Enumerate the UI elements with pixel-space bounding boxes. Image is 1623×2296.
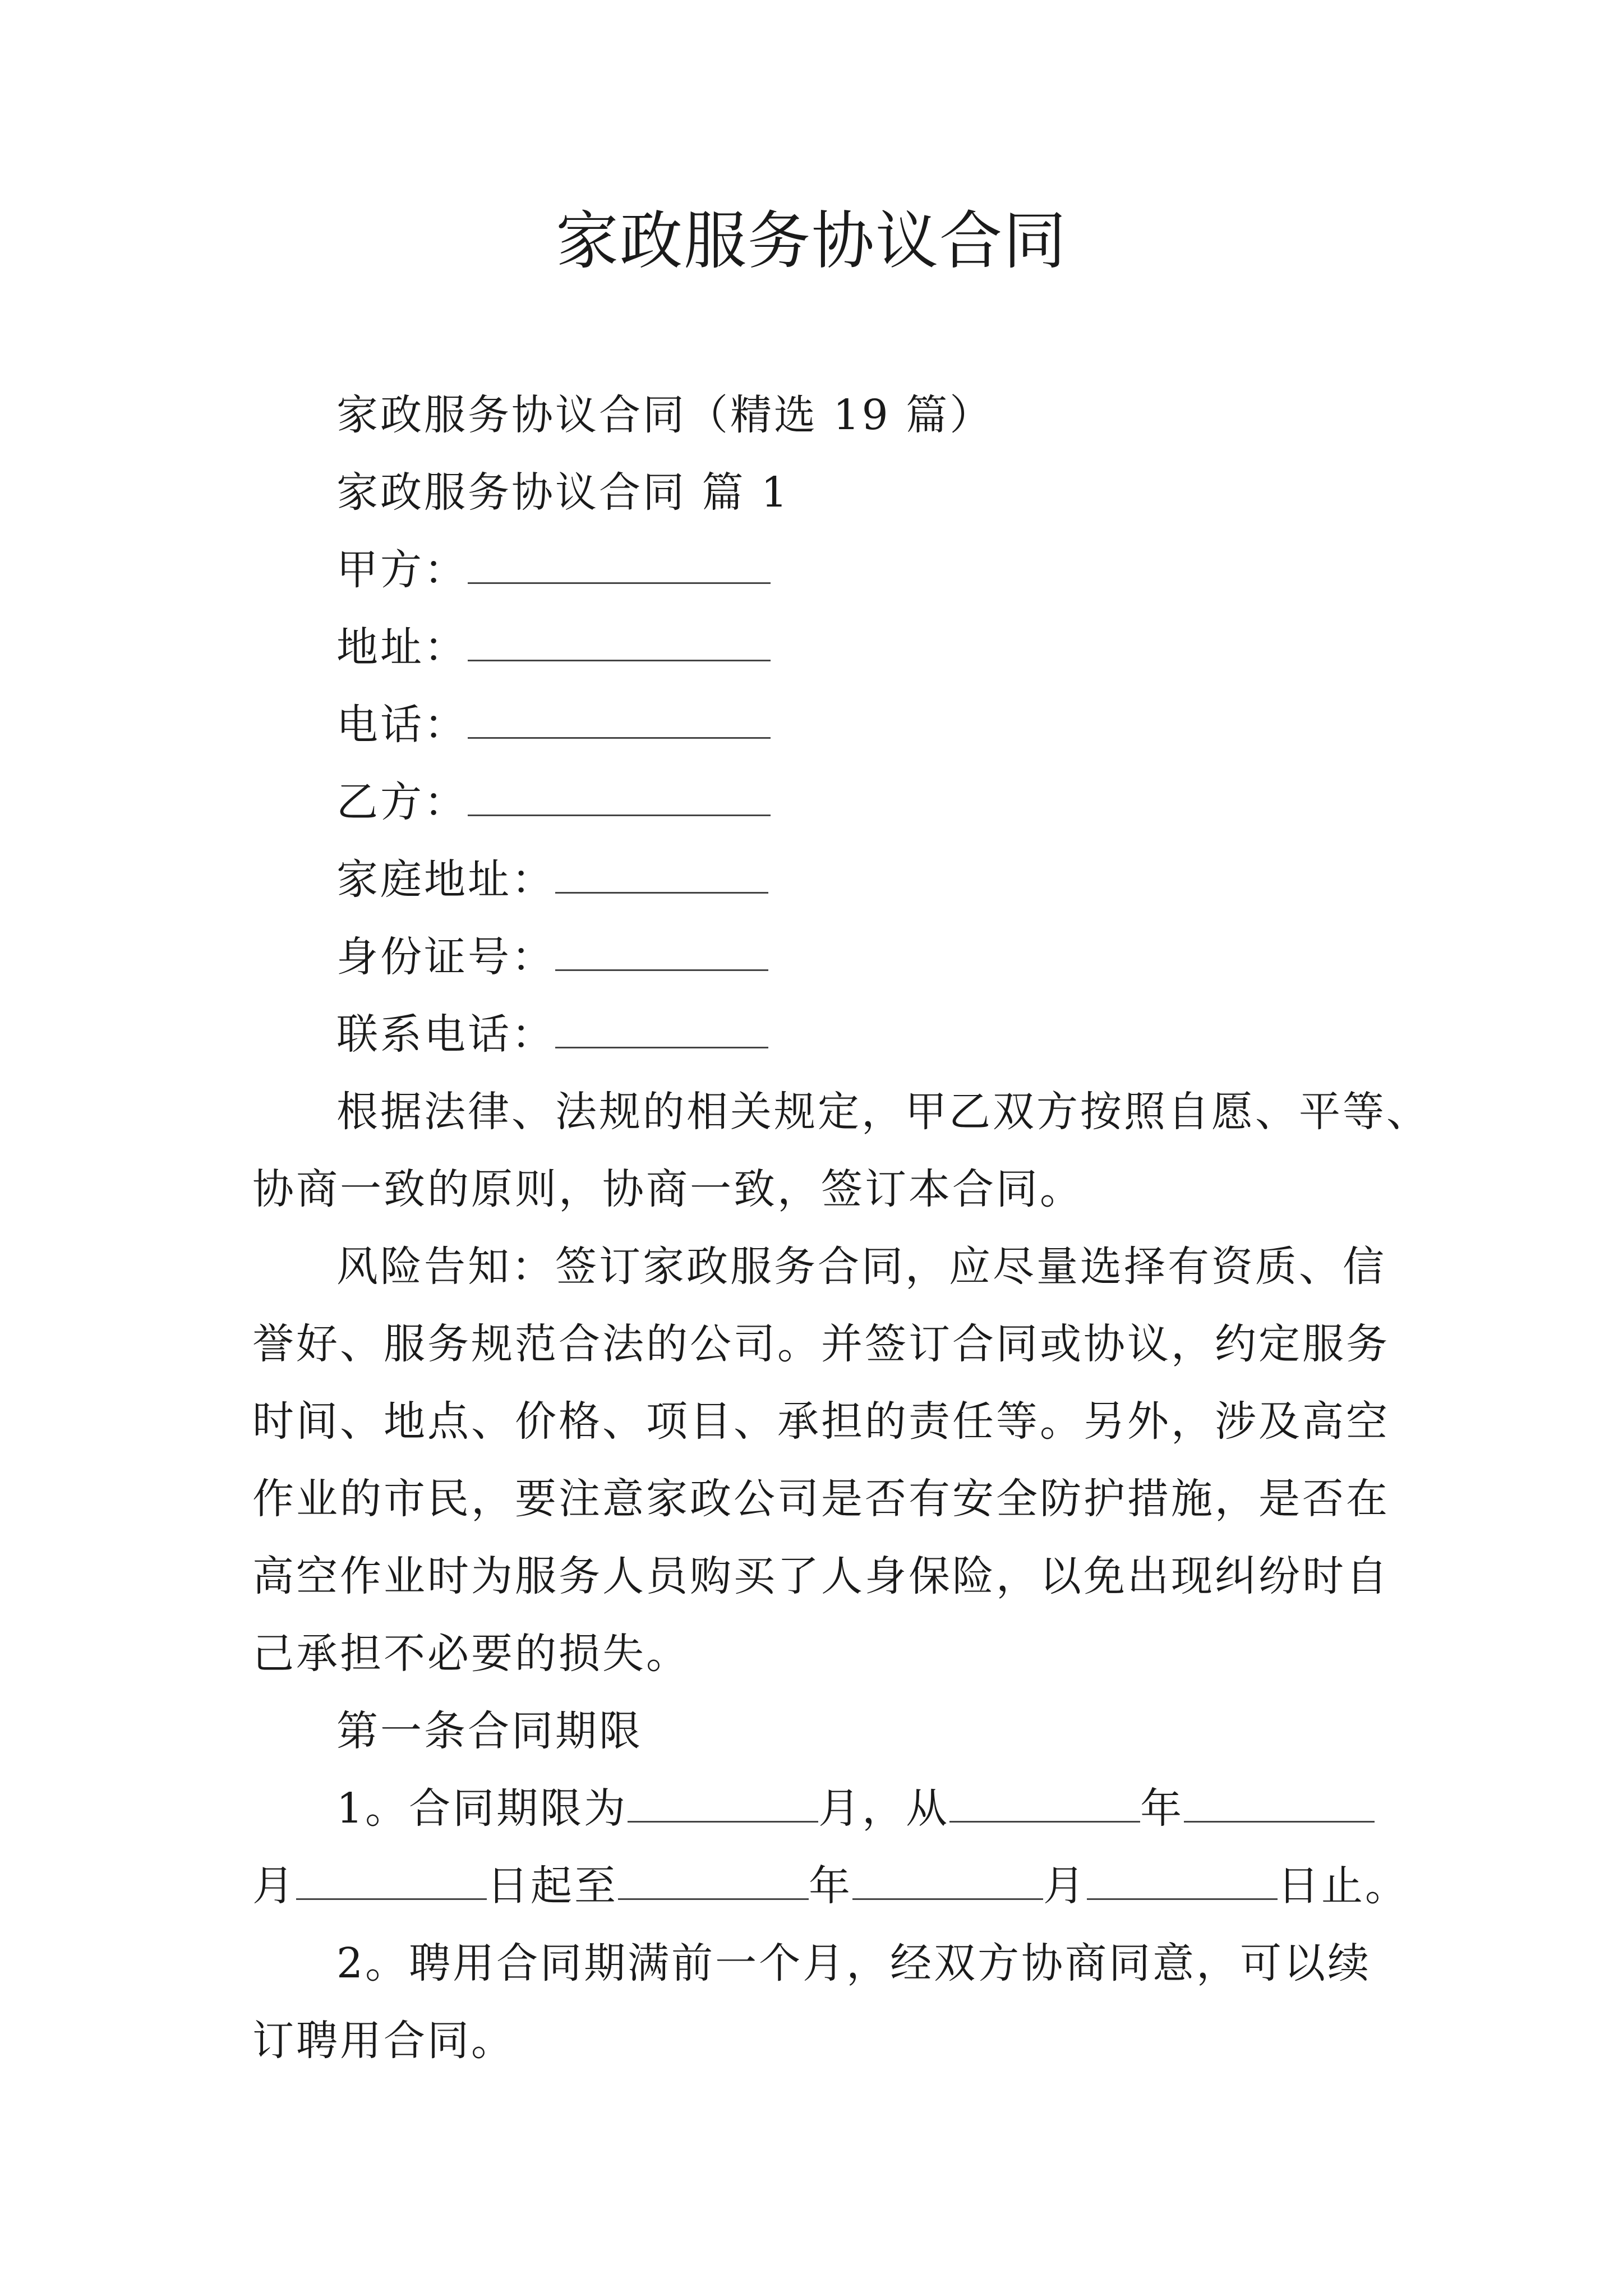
end-month-blank	[852, 1859, 1043, 1900]
party-b-id-row	[336, 929, 768, 985]
clause-1-text-h: 日止。	[1278, 1862, 1409, 1910]
party-b-home-address-blank	[555, 853, 768, 894]
article-1-clause-2-line-2: 订聘用合同。	[252, 2017, 515, 2065]
risk-notice-line-6: 己承担不必要的损失。	[252, 1630, 690, 1678]
party-a-phone-row	[336, 697, 771, 753]
risk-notice-line-1: 风险告知：签订家政服务合同，应尽量选择有资质、信	[336, 1243, 1386, 1291]
article-1-clause-1-line-2	[252, 1858, 1409, 1914]
party-b-home-address-row	[336, 852, 768, 908]
start-day-blank	[296, 1859, 487, 1900]
risk-notice-line-3: 时间、地点、价格、项目、承担的责任等。另外，涉及高空	[252, 1397, 1390, 1446]
clause-1-text-f: 年	[809, 1862, 852, 1910]
party-a-address-blank	[468, 620, 771, 661]
end-year-blank	[618, 1859, 809, 1900]
document-title: 家政服务协议合同	[556, 205, 1067, 278]
party-a-address-label: 地址：	[336, 623, 468, 671]
party-a-name-row	[336, 542, 771, 598]
clause-1-text-d: 月	[252, 1862, 296, 1910]
risk-notice-line-4: 作业的市民，要注意家政公司是否有安全防护措施，是否在	[252, 1475, 1390, 1523]
clause-1-text-e: 日起至	[487, 1862, 618, 1910]
section-heading: 家政服务协议合同 篇 1	[336, 468, 790, 517]
document-subtitle: 家政服务协议合同（精选 19 篇）	[336, 391, 994, 439]
party-b-contact-phone-blank	[555, 1007, 768, 1048]
party-a-name-label: 甲方：	[336, 546, 468, 594]
article-1-heading: 第一条合同期限	[336, 1707, 643, 1755]
party-b-name-row	[336, 774, 771, 830]
risk-notice-line-5: 高空作业时为服务人员购买了人身保险，以免出现纠纷时自	[252, 1552, 1390, 1600]
party-b-name-blank	[468, 775, 771, 816]
party-a-phone-blank	[468, 698, 771, 739]
party-b-id-blank	[555, 930, 768, 971]
party-b-home-address-label: 家庭地址：	[336, 855, 555, 904]
intro-line-1: 根据法律、法规的相关规定，甲乙双方按照自愿、平等、	[336, 1088, 1430, 1136]
article-1-clause-2-line-1: 2。聘用合同期满前一个月，经双方协商同意，可以续	[336, 1939, 1372, 1987]
intro-line-2: 协商一致的原则，协商一致，签订本合同。	[252, 1165, 1083, 1213]
clause-1-text-g: 月	[1043, 1862, 1087, 1910]
article-1-clause-1-line-1	[336, 1780, 1375, 1837]
party-a-address-row	[336, 619, 771, 675]
clause-1-text-b: 月，从	[818, 1784, 950, 1833]
start-month-blank	[1184, 1782, 1375, 1823]
clause-1-text-c: 年	[1140, 1784, 1184, 1833]
party-a-phone-label: 电话：	[336, 701, 468, 749]
months-blank	[628, 1782, 818, 1823]
end-day-blank	[1087, 1859, 1278, 1900]
risk-notice-line-2: 誉好、服务规范合法的公司。并签订合同或协议，约定服务	[252, 1320, 1390, 1368]
start-year-blank	[949, 1782, 1140, 1823]
party-b-id-label: 身份证号：	[336, 933, 555, 981]
party-b-contact-phone-label: 联系电话：	[336, 1010, 555, 1059]
party-a-name-blank	[468, 543, 771, 584]
party-b-name-label: 乙方：	[336, 778, 468, 826]
clause-1-text-a: 1。合同期限为	[336, 1784, 628, 1833]
party-b-contact-phone-row	[336, 1006, 768, 1062]
